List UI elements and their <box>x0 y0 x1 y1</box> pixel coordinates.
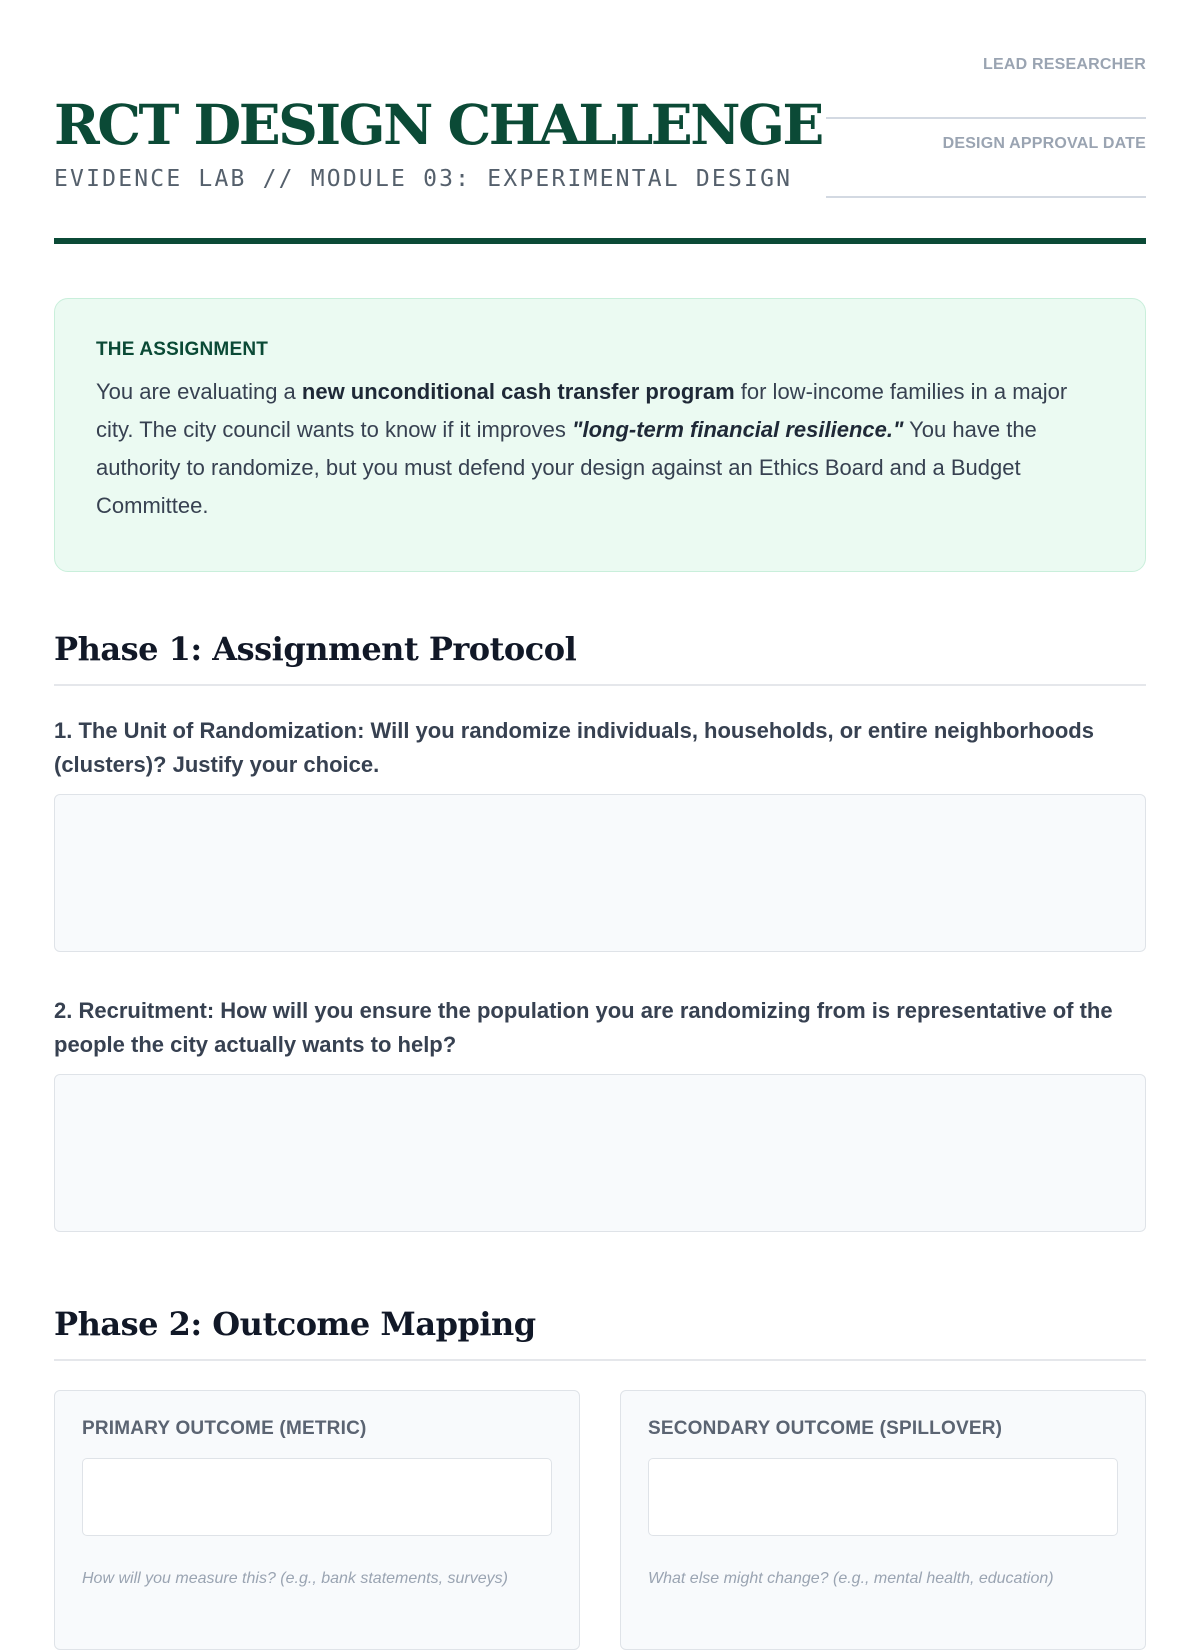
answer-box-unit-of-randomization[interactable] <box>54 794 1146 952</box>
assignment-program-name: new unconditional cash transfer program <box>301 379 735 404</box>
primary-outcome-label: PRIMARY OUTCOME (METRIC) <box>82 1418 367 1439</box>
assignment-text <box>96 373 1105 525</box>
assignment-text-1: You are evaluating a <box>96 379 302 404</box>
lead-researcher-line[interactable] <box>826 117 1146 119</box>
page-title: RCT DESIGN CHALLENGE <box>54 92 822 157</box>
assignment-heading: THE ASSIGNMENT <box>96 339 269 360</box>
answer-box-recruitment[interactable] <box>54 1074 1146 1232</box>
secondary-outcome-input[interactable] <box>648 1458 1118 1536</box>
page-subtitle: EVIDENCE LAB // MODULE 03: EXPERIMENTAL DESIGN <box>54 166 793 192</box>
primary-outcome-hint: How will you measure this? (e.g., bank statements, surveys) <box>82 1570 508 1587</box>
approval-date-line[interactable] <box>826 196 1146 198</box>
meta-fields <box>826 56 1146 214</box>
assignment-text-2: for low-income families in a major city. The city council wants to know if it improves <box>96 379 1068 442</box>
assignment-goal-quote: "long-term financial resilience." <box>572 417 904 442</box>
phase2-title: Phase 2: Outcome Mapping <box>54 1305 1146 1361</box>
header-divider <box>54 238 1146 244</box>
primary-outcome-input[interactable] <box>82 1458 552 1536</box>
secondary-outcome-hint: What else might change? (e.g., mental health, education) <box>648 1570 1054 1587</box>
secondary-outcome-label: SECONDARY OUTCOME (SPILLOVER) <box>648 1418 1003 1439</box>
assignment-text-3: You have the authority to randomize, but you must defend your design against an Ethics Board and a Budget Committee. <box>96 417 1037 518</box>
lead-researcher-label: LEAD RESEARCHER <box>982 56 1146 73</box>
secondary-outcome-card <box>620 1390 1146 1650</box>
approval-date-field[interactable] <box>826 135 1146 214</box>
assignment-card <box>54 298 1146 572</box>
primary-outcome-card <box>54 1390 580 1650</box>
approval-date-label: DESIGN APPROVAL DATE <box>942 135 1146 152</box>
phase1-title: Phase 1: Assignment Protocol <box>54 630 1146 686</box>
question-recruitment: 2. Recruitment: How will you ensure the population you are randomizing from is representative of the people the city actually wants to help? <box>54 998 1113 1057</box>
lead-researcher-field[interactable] <box>826 56 1146 135</box>
question-unit-of-randomization: 1. The Unit of Randomization: Will you randomize individuals, households, or entire neighborhoods (clusters)? Justify your choice. <box>54 718 1094 777</box>
